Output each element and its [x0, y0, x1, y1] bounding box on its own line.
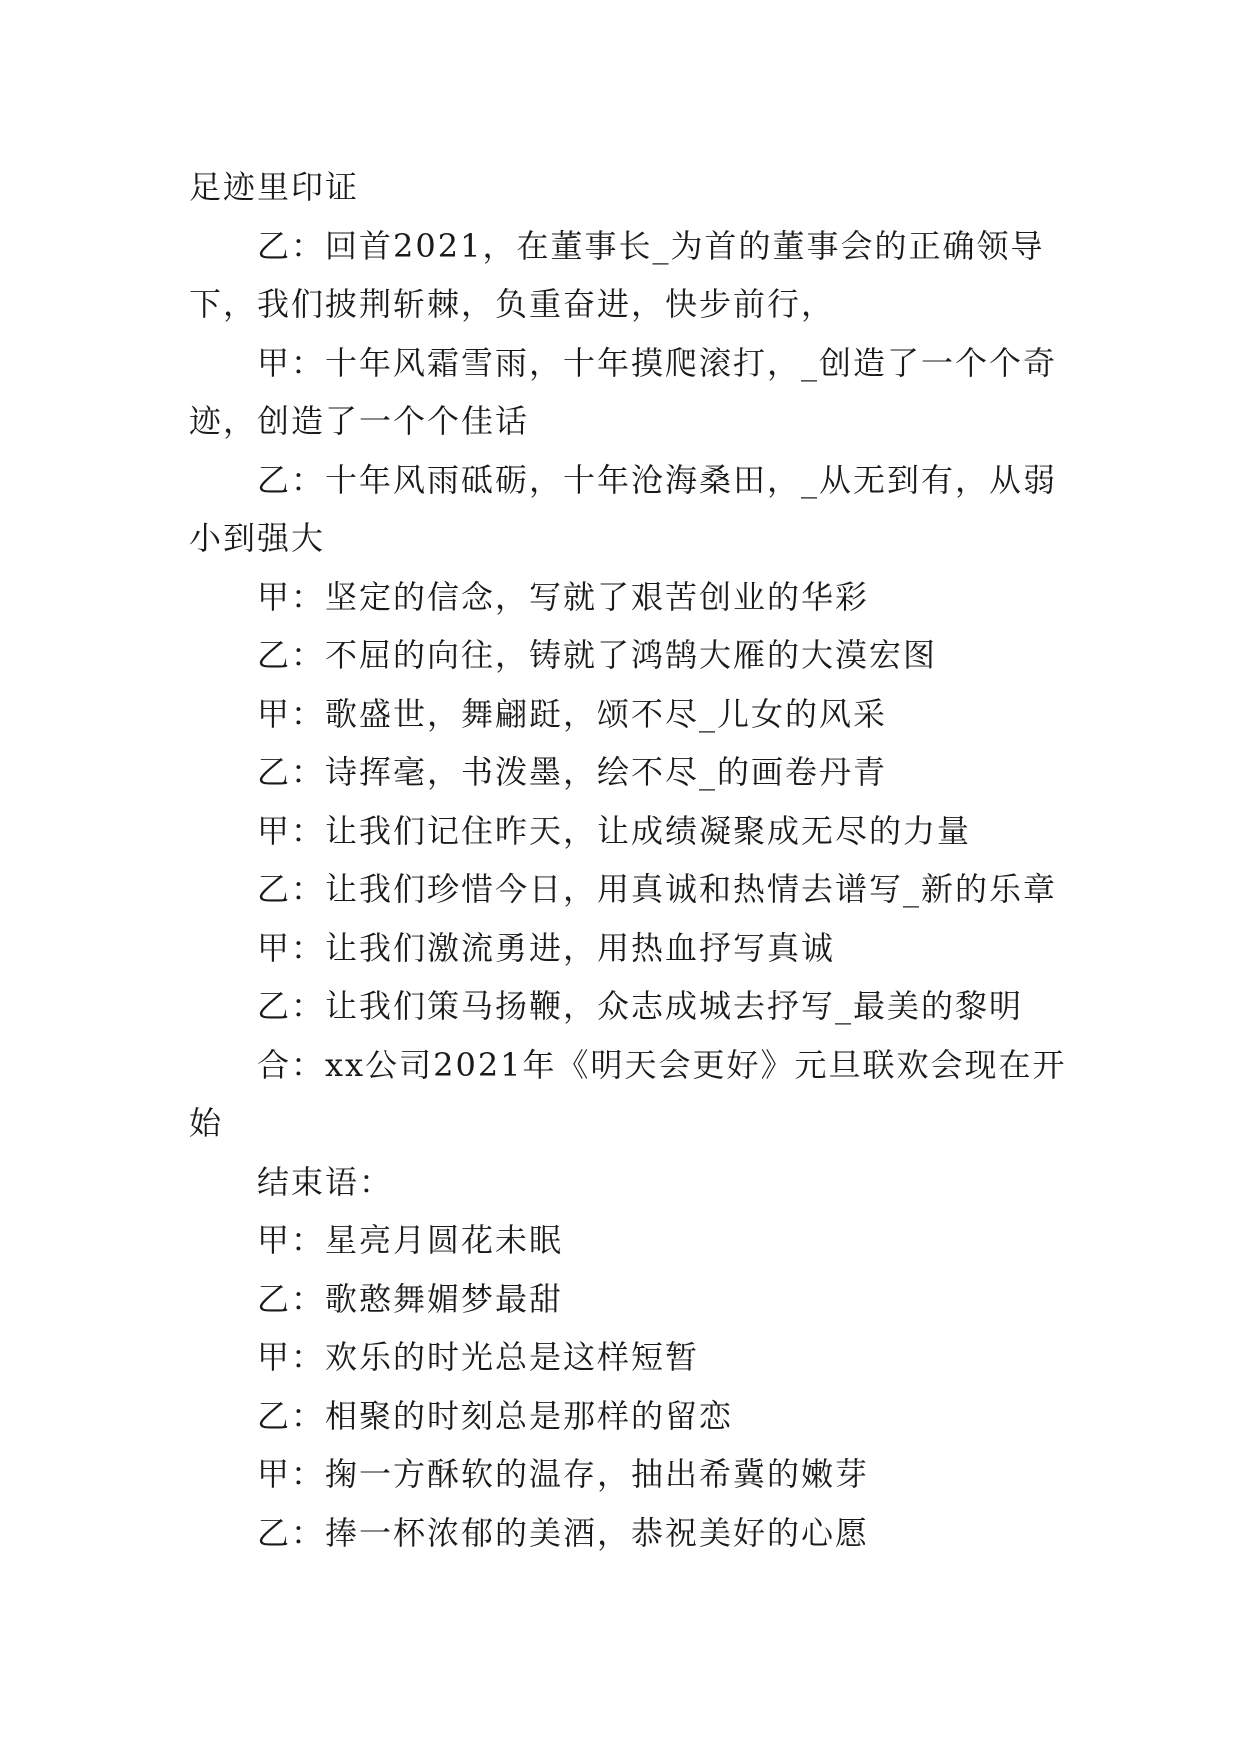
paragraph: 甲：十年风霜雪雨，十年摸爬滚打，_创造了一个个奇迹，创造了一个个佳话 [189, 343, 1058, 440]
paragraph: 乙：捧一杯浓郁的美酒，恭祝美好的心愿 [257, 1513, 870, 1552]
paragraph: 乙：相聚的时刻总是那样的留恋 [257, 1396, 734, 1435]
section-heading: 结束语： [257, 1162, 394, 1201]
paragraph: 甲：歌盛世，舞翩跹，颂不尽_儿女的风采 [257, 694, 888, 733]
paragraph: 乙：让我们策马扬鞭，众志成城去抒写_最美的黎明 [257, 987, 1024, 1025]
paragraph: 乙：不屈的向往，铸就了鸿鹄大雁的大漠宏图 [257, 636, 938, 674]
paragraph: 乙：诗挥毫，书泼墨，绘不尽_的画卷丹青 [257, 753, 888, 791]
paragraph: 乙：让我们珍惜今日，用真诚和热情去谱写_新的乐章 [257, 870, 1058, 908]
paragraph: 甲：让我们激流勇进，用热血抒写真诚 [257, 928, 836, 967]
paragraph: 甲：掬一方酥软的温存，抽出希冀的嫩芽 [257, 1455, 870, 1493]
paragraph: 甲：坚定的信念，写就了艰苦创业的华彩 [257, 577, 870, 616]
document-body [189, 158, 1069, 1562]
paragraph: 乙：回首2021，在董事长_为首的董事会的正确领导下，我们披荆斩棘，负重奋进，快步前行， [189, 226, 1045, 323]
paragraph: 合：xx公司2021年《明天会更好》元旦联欢会现在开始 [189, 1045, 1067, 1142]
paragraph: 乙：十年风雨砥砺，十年沧海桑田，_从无到有，从弱小到强大 [189, 460, 1058, 557]
paragraph: 足迹里印证 [189, 168, 360, 206]
paragraph: 乙：歌憨舞媚梦最甜 [257, 1279, 564, 1318]
paragraph: 甲：欢乐的时光总是这样短暂 [257, 1338, 700, 1376]
paragraph: 甲：让我们记住昨天，让成绩凝聚成无尽的力量 [257, 811, 972, 850]
paragraph: 甲：星亮月圆花未眠 [257, 1221, 564, 1259]
